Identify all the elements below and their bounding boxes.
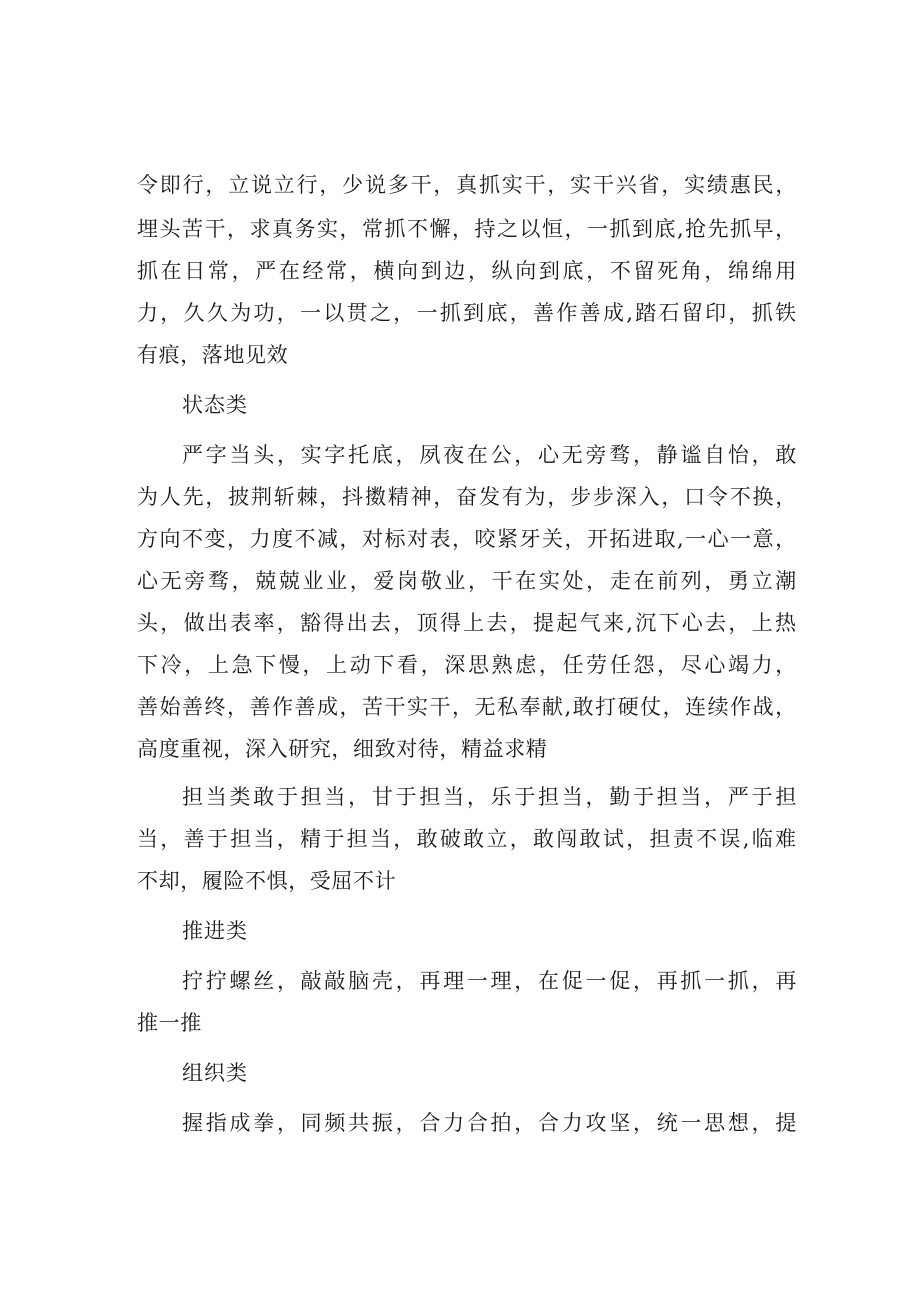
text-line: 为 人 先 ， 披 荆 斩 棘 ， 抖 擞 精 神 ， 奋 发 有 为 ， 步 步 深 入 ， 口 令 不 换 ， bbox=[137, 485, 797, 509]
text-line: 头 ， 做 出 表 率 ， 豁 得 出 去 ， 顶 得 上 去 ， 提 起 气 来 , 沉 下 心 去 ， 上 热 bbox=[137, 611, 797, 635]
text-line: 抓 在 日 常 ， 严 在 经 常 ， 横 向 到 边 ， 纵 向 到 底 ， 不 留 死 角 ， 绵 绵 用 bbox=[137, 259, 797, 283]
text-line: 令 即 行 ， 立 说 立 行 ， 少 说 多 干 ， 真 抓 实 干 ， 实 干 兴 省 ， 实 绩 惠 民 ， bbox=[137, 173, 797, 197]
text-line: 拧 拧 螺 丝 ， 敲 敲 脑 壳 ， 再 理 一 理 ， 在 促 一 促 ， 再 抓 一 抓 ， 再 bbox=[182, 969, 797, 993]
text-line: 不却，履险不惧，受屈不计 bbox=[137, 869, 397, 893]
text-line: 高度重视，深入研究，细致对待，精益求精 bbox=[137, 737, 548, 761]
text-line: 当 ， 善 于 担 当 ， 精 于 担 当 ， 敢 破 敢 立 ， 敢 闯 敢 试 ， 担 责 不 误 , 临 难 bbox=[137, 827, 797, 851]
text-line: 力 ， 久 久 为 功 ， 一 以 贯 之 ， 一 抓 到 底 ， 善 作 善 成 , 踏 石 留 印 ， 抓 铁 bbox=[137, 301, 797, 325]
section-heading-push: 推进类 bbox=[182, 919, 248, 943]
section-heading-status: 状态类 bbox=[182, 393, 248, 417]
section-heading-organize: 组织类 bbox=[182, 1061, 248, 1085]
text-line: 担 当 类 敢 于 担 当 ， 甘 于 担 当 ， 乐 于 担 当 ， 勤 于 担 当 ， 严 于 担 bbox=[182, 785, 797, 809]
text-line: 下 冷 ， 上 急 下 慢 ， 上 动 下 看 ， 深 思 熟 虑 ， 任 劳 任 怨 ， 尽 心 竭 力 ， bbox=[137, 653, 797, 677]
text-line: 埋 头 苦 干 ， 求 真 务 实 ， 常 抓 不 懈 ， 持 之 以 恒 ， 一 抓 到 底 , 抢 先 抓 早 ， bbox=[137, 217, 797, 241]
text-line: 严 字 当 头 ， 实 字 托 底 ， 夙 夜 在 公 ， 心 无 旁 骛 ， 静 谧 自 怡 ， 敢 bbox=[182, 443, 797, 467]
text-line: 方 向 不 变 ， 力 度 不 减 ， 对 标 对 表 ， 咬 紧 牙 关 ， 开 拓 进 取 , 一 心 一 意 ， bbox=[137, 527, 797, 551]
text-line: 善 始 善 终 ， 善 作 善 成 ， 苦 干 实 干 ， 无 私 奉 献 , 敢 打 硬 仗 ， 连 续 作 战 ， bbox=[137, 695, 797, 719]
text-line: 推一推 bbox=[137, 1011, 202, 1035]
text-line: 握 指 成 拳 ， 同 频 共 振 ， 合 力 合 拍 ， 合 力 攻 坚 ， 统 一 思 想 ， 提 bbox=[182, 1111, 797, 1135]
text-line: 心 无 旁 骛 ， 兢 兢 业 业 ， 爱 岗 敬 业 ， 干 在 实 处 ， 走 在 前 列 ， 勇 立 潮 bbox=[137, 569, 797, 593]
text-line: 有痕，落地见效 bbox=[137, 343, 289, 367]
